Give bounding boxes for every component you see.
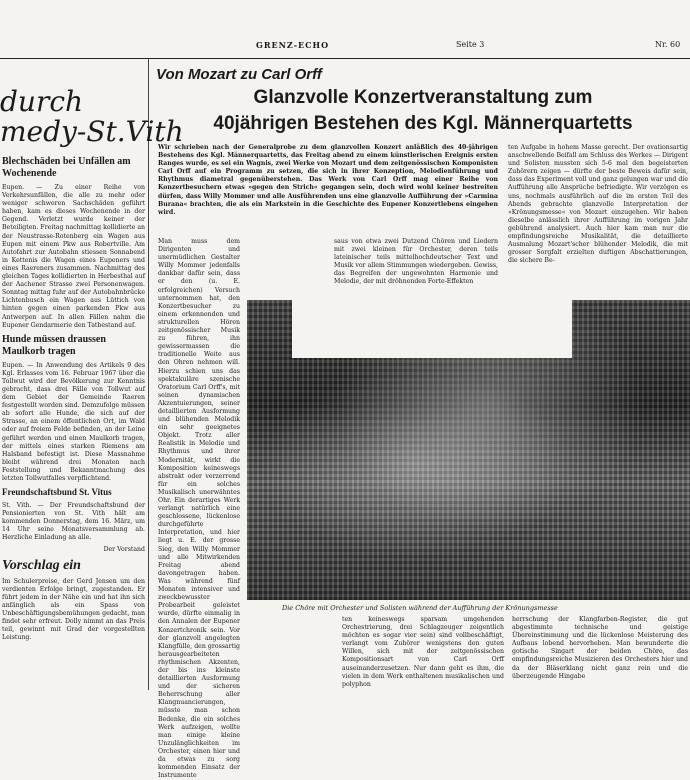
story-title: Blechschäden bei Unfällen am Wochenende bbox=[2, 156, 131, 179]
article-column-3: ten Aufgabe in hohem Masse gerecht. Der ovationsartig anschwellende Beifall am Schluss des Werkes — Dirigent und Solisten mussten sich 5-6 mal den begeisterten Zuhörern zeigen — dürfte der beste Beweis dafür sein, dass das Experiment voll und ganz gelungen war und die Aufführung alle Ansprüche befriedigte. Wir verzögen es uns, nochmals ausführlich auf die im ersten Teil des Abends gebrachte glanzvolle Interpretation der »Krönungsmesse« von Mozart einzugehen. Wir haben dieselbe anlässlich ihrer Aufführung im vorigen Jahr gebührend analysiert. Auch hier kam man nur die empfindungsreiche Musikalität, die detaillierte Ausmalung Mozart'scher blühender Melodik, die mit grosser Sorgfalt erzielten duftigen Abschattierungen, die sichere Be- bbox=[508, 144, 688, 265]
issue-number: Nr. 60 bbox=[655, 40, 681, 49]
concert-photo bbox=[247, 300, 690, 600]
article-lead: Wir schrieben nach der Generalprobe zu dem glanzvollen Konzert anläßlich des 40-jährigen Bestehens des Kgl. Männerquartetts, das Freitag abend zu einem künstlerischen Ereignis ersten Ranges wurde, es sei ein Wagnis, zwei Werke von Mozart und dem zeitgenössischen Komponisten Carl Orff auf ein Programm zu setzen, die sich in ihrer Konzeption, Melodienführung und Rhythmus diametral gegenüberstehen. Das Werk von Carl Orff mag einer Reihe von Konzertbesuchern etwas »gegen den Strich« gegangen sein, doch wird wohl keiner bestreiten dürfen, dass Willy Mommer und alle Ausführenden uns eine glanzvolle Aufführung der »Carmina Burana« brachten, die als ein Markstein in die Geschichte des Eupener Konzertlebens eingehen wird. bbox=[158, 144, 498, 216]
story-title: Hunde müssen draussen Maulkorb tragen bbox=[2, 333, 106, 357]
article-kicker: Von Mozart zu Carl Orff bbox=[156, 66, 322, 83]
left-news-column bbox=[2, 152, 145, 690]
story-text: Im Schulerpreise, der Gerd Jensen um den verdienten Erfolge bringt, zugestanden. Er führt jedem in der Nähe ein und hat ihn sich anfänglich als ein Spass von Unbeschäftigungsbemühungen gedacht, man findet sehr erfreut. Dolly nimmt an das Preis teil, gewinnt mit Grad der vorgestellten Leistung. bbox=[2, 577, 145, 642]
article-column-1: Man muss dem Dirigenten und unermüdlichen Gestalter Willy Mommer jedenfalls dankbar dafür sein, dass er den (u. E. erfolgreichen) Versuch unternommen hat, den Konzertbesucher zu einem erkennenden und strukturellen Hören zeitgenössischer Musik zu führen, ihn gewissermassen die traditionelle Weite aus den Ohren nehmen will. Hierzu schien uns das spektakuläre szenische Oratorium Carl Orff's, mit seinen dynamischen Akzentuierungen, seiner detaillierten Ausformung und blühenden Melodik ein sehr geeignetes Objekt. Trotz aller Realistik in Melodie und Rhythmus und ihrer Modernität, wirkt die Komposition keineswegs abstrakt oder verzerrend für ein solches Musikalisch unerwähntes Ohr. Ein derartiges Werk verlangt natürlich eine geschlossene, lückenlose durchgeführte Interpretation, und hier liegt u. E. der grosse Sieg, den Willy Mommer und alle Mitwirkenden Freitag abend davongetragen haben. Was während fünf Monaten intensiver und zweckbewusster Probearbeit geleistet wurde, dürfte einmalig in den Annalen der Eupener Konzertchronik sein. Vor der glanzvoll angelegten Klangfülle, den grossartig herausgearbeiteten rhythmischen Akzenten, der bis ins kleinste detaillierten Ausformung und der sicheren Beherrschung aller Klangnuancierungen, müsste man schon Bedenke, die ein solches Werk aufzeigen, wollte man einige kleine Unzulänglichkeiten im Orchester, einen hier und da etwas zu sorg kommenden Einsatz der Instrumente bbox=[158, 238, 240, 780]
article-column-2: saus von etwa zwei Dutzend Chören und Liedern mit zwei kleinen für Orchester, deren teils lateinischer teils mittelhochdeutscher Text und Musik vor allem Stimmungen wiedergeben. Gewiss, das Begreifen der ungewohnten Harmonie und Melodie, der mit dröhnenden Forte-Effekten bbox=[334, 238, 498, 286]
article-headline-2: 40jährigen Bestehen des Kgl. Männerquartetts bbox=[213, 113, 633, 134]
article-bottom-column-2: ten keineswegs sparsam umgehenden Orchestrierung, drei Schlagzeuger zeigentlich möchten es sogar vier sein) sind vollbeschäftigt, verlangt vom Zuhörer wenigstens den guten Willen, sich mit der zeitgenössischen Kompositionsart von Carl Orff auseinanderzusetzen. Nur dann geht es ihm, die vielen in dem Werk enthaltenen musikalischen und polyphon bbox=[342, 616, 504, 688]
photo-caption: Die Chöre mit Orchester und Solisten während der Aufführung der Krönungsmesse bbox=[282, 604, 558, 612]
story-text: St. Vith. — Der Freundschaftsbund der Pensionierten von St. Vith hält am kommenden Donnerstag, dem 16. März, um 14 Uhr seine Monatsversammlung ab. Herzliche Einladung an alle. bbox=[2, 502, 145, 542]
header-rule bbox=[0, 58, 690, 59]
page-number: Seite 3 bbox=[456, 40, 485, 49]
story-text: Eupen. — Zu einer Reihe von Verkehrsunfällen, die alle zu mehr oder weniger schweren Sachschäden geführt haben, kam es dieses Wochenende in der Gegend. Verletzt wurde keiner der Beteiligten. Freitag nachmittag kollidierte an der Neustrasse-Rotenberg ein Wagen aus Eupen mit einem Pkw aus Robertville. Am Autofahrt zur Autobahn stiessen Sonnabend in Kettenis die Wagen eines Eupeners und eines Raereners zusammen. Nachmittag des gleichen Tages kollidierten in Herbesthal auf der Aachener Strasse zwei Personenwagen. Sonntag mittag fuhr auf der Autobahnbrücke Lichtenbusch ein Wagen aus Lüttich von hinten gegen einen parkenden Pkw aus Antwerpen auf. In allen Fällen nahm die Eupener Gendarmerie den Tatbestand auf. bbox=[2, 184, 145, 329]
story-title: Vorschlag ein bbox=[2, 557, 81, 573]
masthead-line2: medy-St.Vith bbox=[0, 115, 184, 148]
paper-name: GRENZ-ECHO bbox=[256, 40, 330, 50]
article-bottom-column-3: herrschung der Klangfarben-Register, die gut abgestimmte technische und geistige Übereinstimmung und die lückenlose Meisterung des Aufbaus lobend hervorheben. Man bewunderte die gotische Singart der beiden Chöre, das empfindungsreiche Musizieren des Orchesters hier und da der Bläserklang nicht ganz rein und die überzeugende Hingabe bbox=[512, 616, 688, 680]
photo-cutout bbox=[292, 300, 572, 358]
story-signature: Der Vorstand bbox=[103, 545, 145, 553]
column-divider bbox=[148, 58, 149, 690]
story-title: Freundschaftsbund St. Vitus bbox=[2, 487, 112, 498]
article-headline-1: Glanzvolle Konzertveranstaltung zum bbox=[253, 87, 593, 108]
story-text: Eupen. — In Anwendung des Artikels 9 des Kgl. Erlasses vom 16. Februar 1967 über die Tollwut wird der Bevölkerung zur Kenntnis gebracht, dass drei Fälle von Tollwut auf dem Gebiet der Gemeinde Raeren festgestellt worden sind. Demzufolge müssen ab sofort alle Hunde, die sich auf der Strasse, an einem öffentlichen Ort, im Wald oder auf freiem Felde befinden, an der Leine geführt werden und einen Maulkorb tragen, der mittels eines starken Riemens am Halsband befestigt ist. Diese Massnahme bleibt während drei Monaten nach Feststellung und Bekanntmachung des letzten Tollwutfalles verpflichtend. bbox=[2, 361, 145, 482]
masthead-line1: durch bbox=[0, 85, 84, 118]
